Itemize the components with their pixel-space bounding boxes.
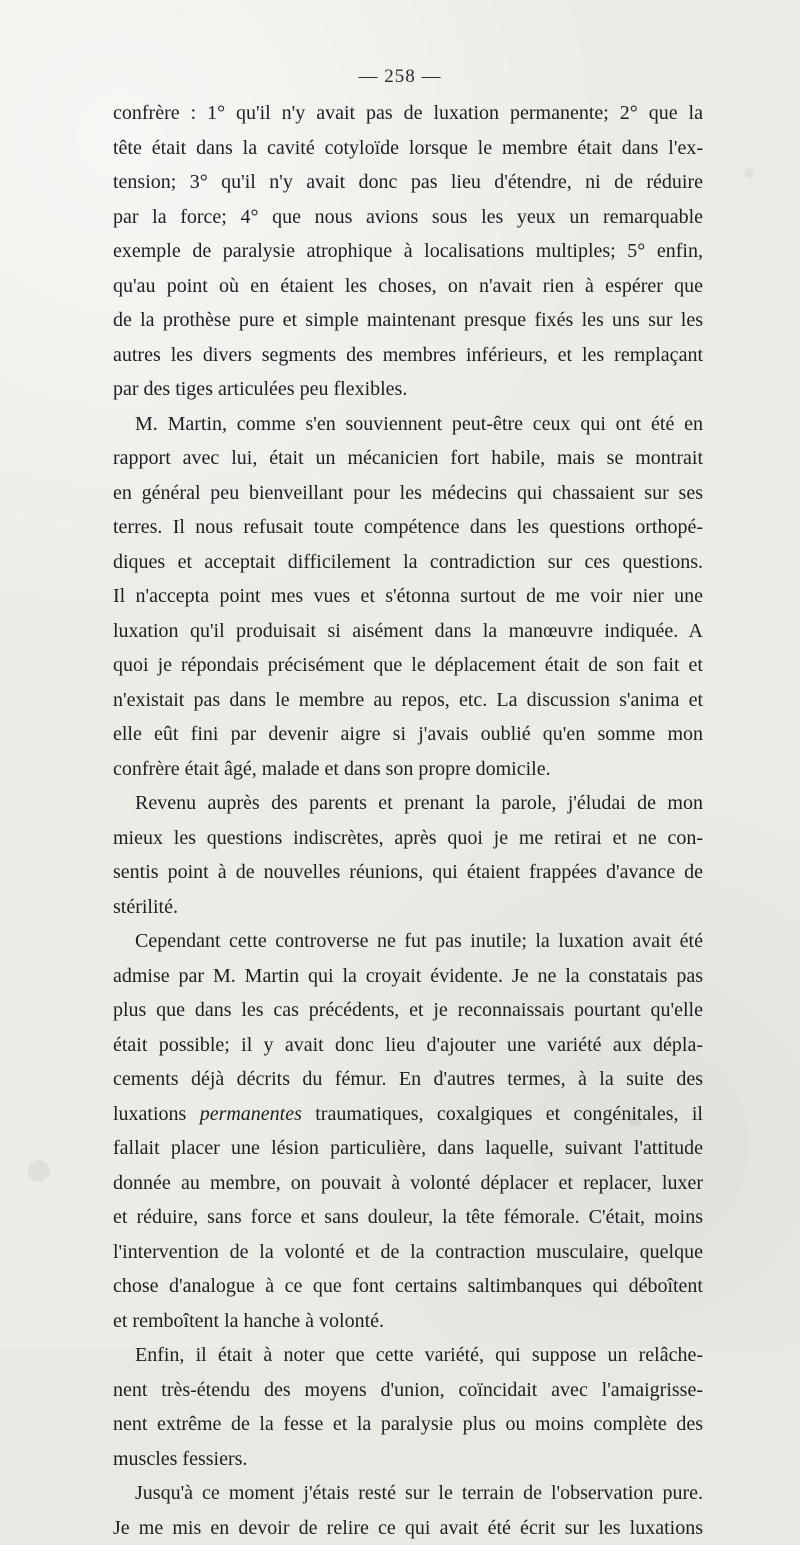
- text-line: donnée au membre, on pouvait à volonté déplacer et replacer, luxer: [113, 1166, 703, 1201]
- text-line: luxation qu'il produisait si aisément dans la manœuvre indiquée. A: [113, 614, 703, 649]
- text-line: mieux les questions indiscrètes, après quoi je me retirai et ne con-: [113, 821, 703, 856]
- paper-stain: [28, 1160, 50, 1182]
- body-text: [113, 96, 703, 1545]
- text-line: tête était dans la cavité cotyloïde lorsque le membre était dans l'ex-: [113, 131, 703, 166]
- text-line: stérilité.: [113, 890, 703, 925]
- text-line: nent extrême de la fesse et la paralysie plus ou moins complète des: [113, 1407, 703, 1442]
- italic-word: permanentes: [200, 1103, 302, 1125]
- page-number: — 258 —: [0, 66, 800, 88]
- text-line: l'intervention de la volonté et de la contraction musculaire, quelque: [113, 1235, 703, 1270]
- text-line: par des tiges articulées peu flexibles.: [113, 372, 703, 407]
- paper-stain: [744, 168, 754, 178]
- text-line: Je me mis en devoir de relire ce qui avait été écrit sur les luxations: [113, 1511, 703, 1545]
- text-line: Revenu auprès des parents et prenant la parole, j'éludai de mon: [113, 786, 703, 821]
- text-line: admise par M. Martin qui la croyait évidente. Je ne la constatais pas: [113, 959, 703, 994]
- text-line: tension; 3° qu'il n'y avait donc pas lieu d'étendre, ni de réduire: [113, 165, 703, 200]
- text-line: par la force; 4° que nous avions sous les yeux un remarquable: [113, 200, 703, 235]
- text-line: M. Martin, comme s'en souviennent peut-être ceux qui ont été en: [113, 407, 703, 442]
- text-line: rapport avec lui, était un mécanicien fort habile, mais se montrait: [113, 441, 703, 476]
- text-line: n'existait pas dans le membre au repos, etc. La discussion s'anima et: [113, 683, 703, 718]
- text-line: confrère : 1° qu'il n'y avait pas de luxation permanente; 2° que la: [113, 96, 703, 131]
- text-line: plus que dans les cas précédents, et je reconnaissais pourtant qu'elle: [113, 993, 703, 1028]
- text-line: qu'au point où en étaient les choses, on n'avait rien à espérer que: [113, 269, 703, 304]
- text-line: fallait placer une lésion particulière, dans laquelle, suivant l'attitude: [113, 1131, 703, 1166]
- text-line: cements déjà décrits du fémur. En d'autres termes, à la suite des: [113, 1062, 703, 1097]
- text-line: Il n'accepta point mes vues et s'étonna surtout de me voir nier une: [113, 579, 703, 614]
- text-line: luxations permanentes traumatiques, coxalgiques et congénitales, il: [113, 1097, 703, 1132]
- text-line: était possible; il y avait donc lieu d'ajouter une variété aux dépla-: [113, 1028, 703, 1063]
- text-line: en général peu bienveillant pour les médecins qui chassaient sur ses: [113, 476, 703, 511]
- text-line: Enfin, il était à noter que cette variété, qui suppose un relâche-: [113, 1338, 703, 1373]
- text-line: muscles fessiers.: [113, 1442, 703, 1477]
- text-line: terres. Il nous refusait toute compétence dans les questions orthopé-: [113, 510, 703, 545]
- text-line: de la prothèse pure et simple maintenant presque fixés les uns sur les: [113, 303, 703, 338]
- text-line: exemple de paralysie atrophique à localisations multiples; 5° enfin,: [113, 234, 703, 269]
- text-line: chose d'analogue à ce que font certains saltimbanques qui déboîtent: [113, 1269, 703, 1304]
- text-line: confrère était âgé, malade et dans son propre domicile.: [113, 752, 703, 787]
- text-line: sentis point à de nouvelles réunions, qui étaient frappées d'avance de: [113, 855, 703, 890]
- text-line: autres les divers segments des membres inférieurs, et les remplaçant: [113, 338, 703, 373]
- text-line: Cependant cette controverse ne fut pas inutile; la luxation avait été: [113, 924, 703, 959]
- text-line: quoi je répondais précisément que le déplacement était de son fait et: [113, 648, 703, 683]
- text-line: Jusqu'à ce moment j'étais resté sur le terrain de l'observation pure.: [113, 1476, 703, 1511]
- text-line: et réduire, sans force et sans douleur, la tête fémorale. C'était, moins: [113, 1200, 703, 1235]
- text-line: diques et acceptait difficilement la contradiction sur ces questions.: [113, 545, 703, 580]
- text-line: elle eût fini par devenir aigre si j'avais oublié qu'en somme mon: [113, 717, 703, 752]
- text-line: nent très-étendu des moyens d'union, coïncidait avec l'amaigrisse-: [113, 1373, 703, 1408]
- text-line: et remboîtent la hanche à volonté.: [113, 1304, 703, 1339]
